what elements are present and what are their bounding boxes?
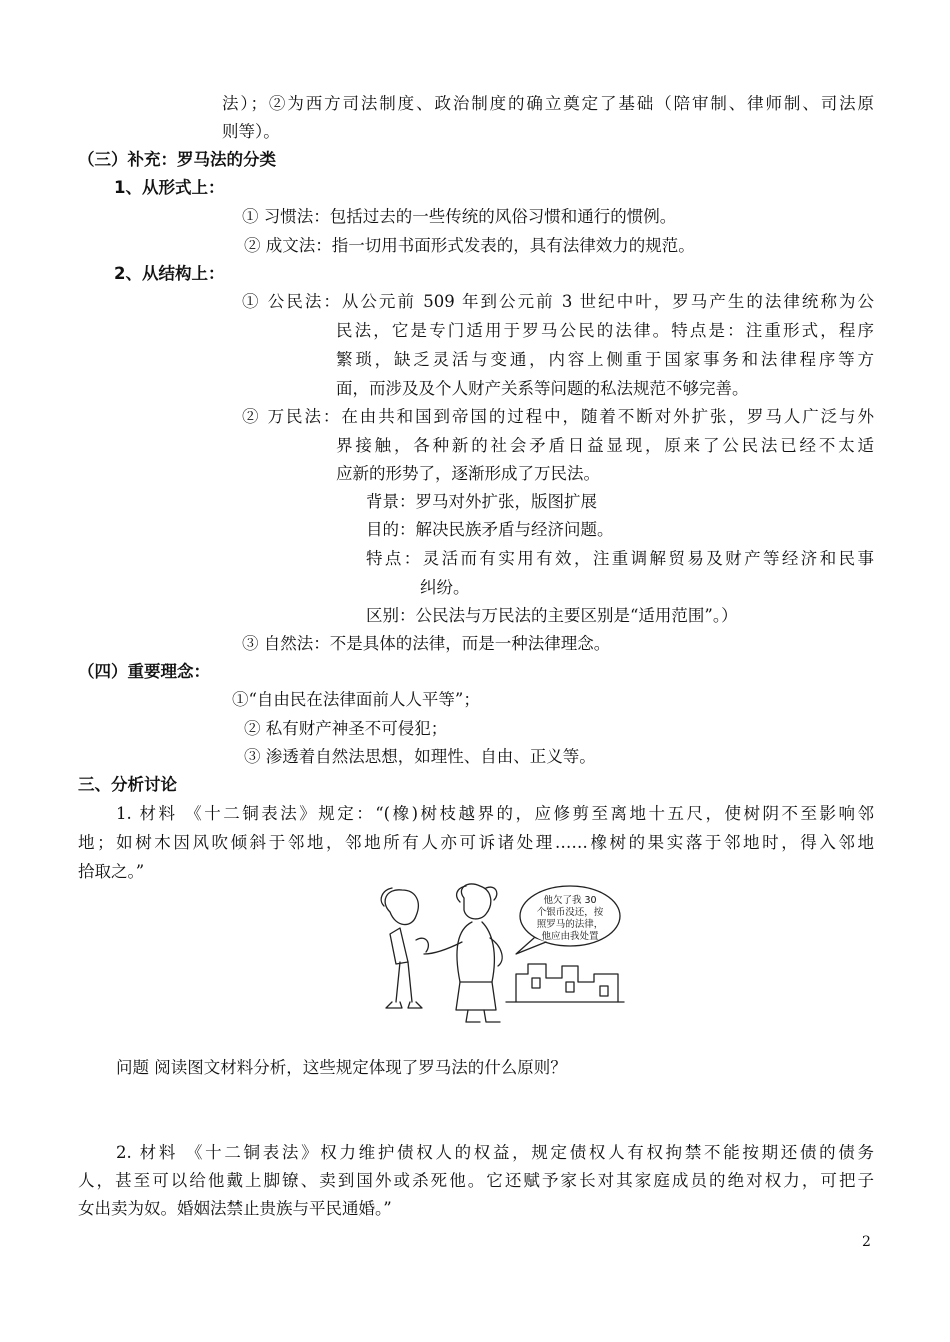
bubble-line-3: 照罗马的法律， bbox=[536, 919, 604, 930]
civil-law-line-2: 民法，它是专门适用于罗马公民的法律。特点是：注重形式，程序 bbox=[336, 321, 874, 340]
bubble-line-2: 个银币没还，按 bbox=[536, 907, 604, 918]
bubble-line-1: 他欠了我 30 bbox=[543, 895, 597, 906]
ius-gentium-purpose: 目的：解决民族矛盾与经济问题。 bbox=[366, 520, 614, 539]
section-heading-classification: （三）补充：罗马法的分类 bbox=[78, 150, 276, 169]
item-natural-law: ③ 自然法：不是具体的法律，而是一种法律理念。 bbox=[242, 634, 611, 653]
question-1: 问题 阅读图文材料分析，这些规定体现了罗马法的什么原则？ bbox=[116, 1058, 567, 1077]
page-number: 2 bbox=[862, 1234, 871, 1250]
concept-equality: ①“自由民在法律面前人人平等”； bbox=[232, 690, 480, 709]
ius-gentium-line-3: 应新的形势了，逐渐形成了万民法。 bbox=[336, 464, 600, 483]
material-2-line-2: 人，甚至可以给他戴上脚镣、卖到国外或杀死他。它还赋予家长对其家庭成员的绝对权力，可把子 bbox=[78, 1171, 874, 1190]
subheading-structure: 2、从结构上： bbox=[114, 264, 225, 283]
cartoon-creditor-debtor-illustration bbox=[356, 882, 626, 1034]
ius-gentium-difference: 区别：公民法与万民法的主要区别是“适用范围”。） bbox=[366, 606, 738, 625]
ius-gentium-line-1: ② 万民法：在由共和国到帝国的过程中，随着不断对外扩张，罗马人广泛与外 bbox=[242, 407, 874, 426]
ius-gentium-feature-line-2: 纠纷。 bbox=[420, 578, 470, 597]
item-customary-law: ① 习惯法：包括过去的一些传统的风俗习惯和通行的惯例。 bbox=[242, 207, 677, 226]
section-heading-concepts: （四）重要理念： bbox=[78, 662, 210, 681]
ius-gentium-background: 背景：罗马对外扩张，版图扩展 bbox=[366, 492, 597, 511]
item-written-law: ② 成文法：指一切用书面形式发表的，具有法律效力的规范。 bbox=[244, 236, 695, 255]
subheading-form: 1、从形式上： bbox=[114, 178, 225, 197]
material-2-line-1: 2. 材料 《十二铜表法》权力维护债权人的权益，规定债权人有权拘禁不能按期还债的债务 bbox=[116, 1143, 874, 1162]
civil-law-line-4: 面，而涉及及个人财产关系等问题的私法规范不够完善。 bbox=[336, 379, 749, 398]
continuation-line-1: 法）；②为西方司法制度、政治制度的确立奠定了基础（陪审制、律师制、司法原 bbox=[222, 94, 874, 113]
material-1-line-1: 1. 材料 《十二铜表法》规定：“(橡)树枝越界的，应修剪至离地十五尺，使树阴不至影响邻 bbox=[116, 804, 874, 823]
civil-law-line-3: 繁琐，缺乏灵活与变通，内容上侧重于国家事务和法律程序等方 bbox=[336, 350, 874, 369]
bubble-line-4: 他应由我处置 bbox=[541, 931, 599, 942]
material-2-line-3: 女出卖为奴。婚姻法禁止贵族与平民通婚。” bbox=[78, 1199, 392, 1218]
ius-gentium-feature-line-1: 特点：灵活而有实用有效，注重调解贸易及财产等经济和民事 bbox=[366, 549, 874, 568]
material-1-line-2: 地；如树木因风吹倾斜于邻地，邻地所有人亦可诉诸处理……橡树的果实落于邻地时，得入邻地 bbox=[78, 833, 874, 852]
concept-natural-law: ③ 渗透着自然法思想，如理性、自由、正义等。 bbox=[244, 747, 596, 766]
section-heading-analysis: 三、分析讨论 bbox=[78, 775, 177, 794]
civil-law-line-1: ① 公民法：从公元前 509 年到公元前 3 世纪中叶，罗马产生的法律统称为公 bbox=[242, 292, 874, 311]
ius-gentium-line-2: 界接触，各种新的社会矛盾日益显现，原来了公民法已经不太适 bbox=[336, 436, 874, 455]
material-1-line-3: 拾取之。” bbox=[78, 862, 145, 881]
concept-private-property: ② 私有财产神圣不可侵犯； bbox=[244, 719, 448, 738]
continuation-line-2: 则等）。 bbox=[222, 122, 280, 141]
